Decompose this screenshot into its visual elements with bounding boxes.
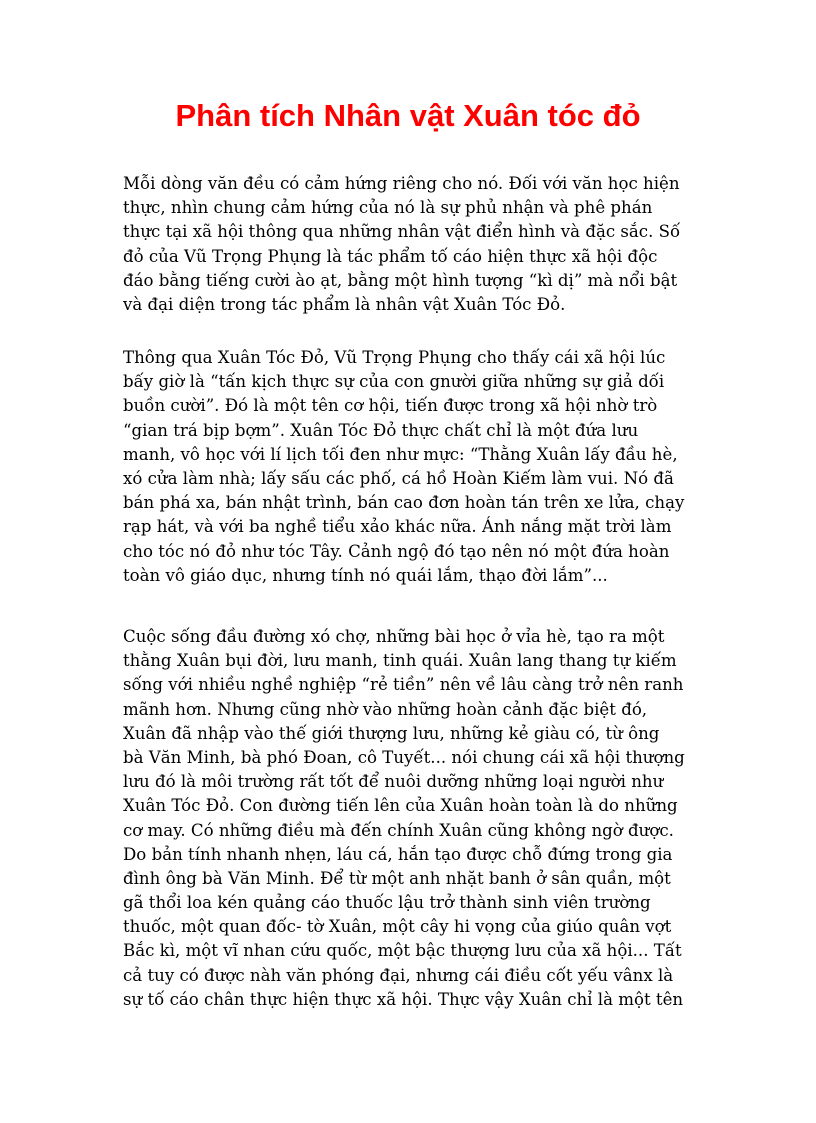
paragraph-line: sự tố cáo chân thực hiện thực xã hội. Thực vậy Xuân chỉ là một tên <box>123 989 684 1009</box>
paragraph-line: thực, nhìn chung cảm hứng của nó là sự phủ nhận và phê phán <box>123 198 653 218</box>
paragraph-line: thằng Xuân bụi đời, lưu manh, tinh quái. Xuân lang thang tự kiếm <box>123 651 677 671</box>
paragraph-line: đình ông bà Văn Minh. Để từ một anh nhặt banh ở sân quần, một <box>123 868 671 888</box>
paragraph-line: cho tóc nó đỏ như tóc Tây. Cảnh ngộ đó tạo nên nó một đứa hoàn <box>123 541 670 561</box>
page-title: Phân tích Nhân vật Xuân tóc đỏ <box>175 98 641 133</box>
paragraph-line: Do bản tính nhanh nhẹn, láu cá, hắn tạo được chỗ đứng trong gia <box>123 844 673 864</box>
paragraph-line: Xuân Tóc Đỏ. Con đường tiến lên của Xuân hoàn toàn là do những <box>123 796 678 816</box>
paragraph-line: Xuân đã nhập vào thế giới thượng lưu, những kẻ giàu có, từ ông <box>123 723 660 743</box>
paragraph-line: bà Văn Minh, bà phó Đoan, cô Tuyết... nói chung cái xã hội thượng <box>123 747 685 767</box>
paragraph-line: và đại diện trong tác phẩm là nhân vật Xuân Tóc Đỏ. <box>123 294 566 314</box>
paragraph-line: cơ may. Có những điều mà đến chính Xuân cũng không ngờ được. <box>123 820 674 840</box>
paragraph-line: Thông qua Xuân Tóc Đỏ, Vũ Trọng Phụng cho thấy cái xã hội lúc <box>123 348 666 367</box>
paragraph-line: mãnh hơn. Nhưng cũng nhờ vào những hoàn cảnh đặc biệt đó, <box>123 699 648 719</box>
paragraph-line: bấy giờ là “tấn kịch thực sự của con gnười giữa những sự giả dối <box>123 372 665 392</box>
paragraph-line: đáo bằng tiếng cười ào ạt, bằng một hình tượng “kì dị” mà nổi bật <box>123 270 678 290</box>
paragraph-line: Mỗi dòng văn đều có cảm hứng riêng cho nó. Đối với văn học hiện <box>123 174 680 193</box>
paragraph-1 <box>123 172 680 317</box>
paragraph-3 <box>123 625 685 1012</box>
paragraph-line: buồn cười”. Đó là một tên cơ hội, tiến được trong xã hội nhờ trò <box>123 396 658 416</box>
paragraph-line: toàn vô giáo dục, nhưng tính nó quái lắm, thạo đời lắm”... <box>123 565 608 585</box>
paragraph-line: cả tuy có được nàh văn phóng đại, nhưng cái điều cốt yếu vânx là <box>123 965 674 985</box>
paragraph-line: “gian trá bịp bợm”. Xuân Tóc Đỏ thực chất chỉ là một đứa lưu <box>123 420 639 440</box>
paragraph-line: đỏ của Vũ Trọng Phụng là tác phẩm tố cáo hiện thực xã hội độc <box>123 246 658 266</box>
paragraph-line: bán phá xa, bán nhật trình, bán cao đơn hoàn tán trên xe lửa, chạy <box>123 493 685 513</box>
paragraph-line: xó cửa làm nhà; lấy sấu các phố, cá hồ Hoàn Kiếm làm vui. Nó đã <box>123 468 674 488</box>
paragraph-line: Cuộc sống đầu đường xó chợ, những bài học ở vỉa hè, tạo ra một <box>123 627 665 646</box>
paragraph-line: rạp hát, và với ba nghề tiểu xảo khác nữa. Ánh nắng mặt trời làm <box>123 517 672 537</box>
paragraph-2 <box>123 346 684 588</box>
paragraph-line: sống với nhiều nghề nghiệp “rẻ tiền” nên về lâu càng trở nên ranh <box>123 675 684 695</box>
paragraph-line: lưu đó là môi trường rất tốt để nuôi dưỡng những loại người như <box>123 772 664 792</box>
paragraph-line: thuốc, một quan đốc- tờ Xuân, một cây hi vọng của giúo quân vợt <box>123 917 672 937</box>
paragraph-line: Bắc kì, một vĩ nhan cứu quốc, một bậc thượng lưu của xã hội... Tất <box>123 941 682 961</box>
paragraph-line: thực tại xã hội thông qua những nhân vật điển hình và đặc sắc. Số <box>123 222 681 242</box>
paragraph-line: manh, vô học với lí lịch tối đen như mực: “Thằng Xuân lấy đầu hè, <box>123 444 678 464</box>
paragraph-line: gã thổi loa kén quảng cáo thuốc lậu trở thành sinh viên trường <box>123 893 651 913</box>
